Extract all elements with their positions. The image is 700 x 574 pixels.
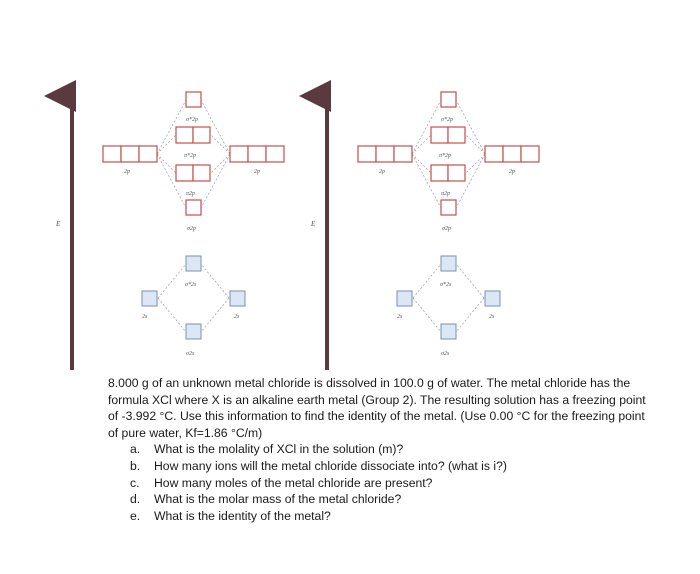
sigma-2p-box	[186, 200, 201, 215]
sigma-2p-box	[441, 200, 456, 215]
question-list	[108, 441, 653, 524]
pi-2p-box-2	[448, 165, 465, 181]
mo-2s-boxes	[142, 256, 245, 339]
pi-2p-box-1	[431, 165, 448, 181]
pi-2p-box-1	[176, 165, 193, 181]
question-item	[130, 475, 653, 492]
pi-2p-box-2	[193, 165, 210, 181]
question-letter: a.	[130, 442, 141, 457]
question-letter: c.	[130, 475, 140, 490]
question-text: How many moles of the metal chloride are present?	[154, 475, 433, 490]
p-right-label: 2p	[254, 169, 260, 175]
question-letter: d.	[130, 492, 141, 507]
sigma-2s-label: σ2s	[441, 351, 450, 357]
sigma-2p-label: σ2p	[442, 226, 451, 232]
problem-statement	[108, 375, 653, 524]
pi-star-2p-box-1	[431, 127, 448, 143]
sigma-star-2p-label: σ*2p	[186, 117, 198, 123]
p-left-label: 2p	[379, 169, 385, 175]
sigma-star-2p-box	[186, 92, 201, 107]
atomic-2p-right	[485, 146, 539, 162]
pi-star-2p-box-2	[448, 127, 465, 143]
pi-star-2p-label: π*2p	[439, 153, 452, 159]
sigma-star-2s-label: σ*2s	[185, 282, 197, 288]
atomic-2p-right	[230, 146, 284, 162]
s-left-label: 2s	[397, 314, 403, 320]
atomic-2p-left	[358, 146, 412, 162]
pi-star-2p-box-1	[176, 127, 193, 143]
atomic-2s-right-box	[230, 291, 245, 306]
mo-diagram-1	[55, 92, 284, 370]
question-item	[130, 458, 653, 475]
sigma-star-2s-box	[441, 256, 456, 271]
p-right-label: 2p	[509, 169, 515, 175]
energy-axis-label: E	[311, 220, 316, 228]
question-item	[130, 441, 653, 458]
mo-2s-boxes	[397, 256, 500, 339]
mo-diagram-2	[310, 92, 539, 370]
atomic-2s-right-box	[485, 291, 500, 306]
problem-intro: 8.000 g of an unknown metal chloride is dissolved in 100.0 g of water. The metal chloride has the formula XCl where X is an alkaline earth metal (Group 2). The resulting solution has a freezing point of -3.992 °C. Use this information to find the identity of the metal. (Use 0.00 °C for the freezing point of pure water, Kf=1.86 °C/m)	[108, 376, 646, 440]
question-text: What is the molality of XCl in the solution (m)?	[154, 442, 404, 457]
sigma-star-2s-box	[186, 256, 201, 271]
question-text: What is the identity of the metal?	[154, 508, 331, 523]
question-letter: e.	[130, 508, 141, 523]
sigma-2s-label: σ2s	[186, 351, 195, 357]
s-right-label: 2s	[489, 314, 495, 320]
atomic-2s-left-box	[142, 291, 157, 306]
p-left-label: 2p	[124, 169, 130, 175]
question-text: How many ions will the metal chloride dissociate into? (what is i?)	[154, 458, 507, 473]
sigma-star-2s-label: σ*2s	[440, 282, 452, 288]
sigma-2p-label: σ2p	[187, 226, 196, 232]
energy-axis-label: E	[56, 220, 61, 228]
pi-2p-label: π2p	[441, 191, 451, 197]
sigma-star-2p-label: σ*2p	[441, 117, 453, 123]
question-letter: b.	[130, 458, 141, 473]
pi-star-2p-label: π*2p	[184, 153, 197, 159]
question-item	[130, 491, 653, 508]
sigma-2s-box	[441, 324, 456, 339]
question-item	[130, 508, 653, 525]
s-right-label: 2s	[234, 314, 240, 320]
atomic-2s-left-box	[397, 291, 412, 306]
atomic-2p-left	[103, 146, 157, 162]
s-left-label: 2s	[142, 314, 148, 320]
question-text: What is the molar mass of the metal chloride?	[154, 492, 402, 507]
pi-2p-label: π2p	[186, 191, 196, 197]
sigma-star-2p-box	[441, 92, 456, 107]
pi-star-2p-box-2	[193, 127, 210, 143]
sigma-2s-box	[186, 324, 201, 339]
